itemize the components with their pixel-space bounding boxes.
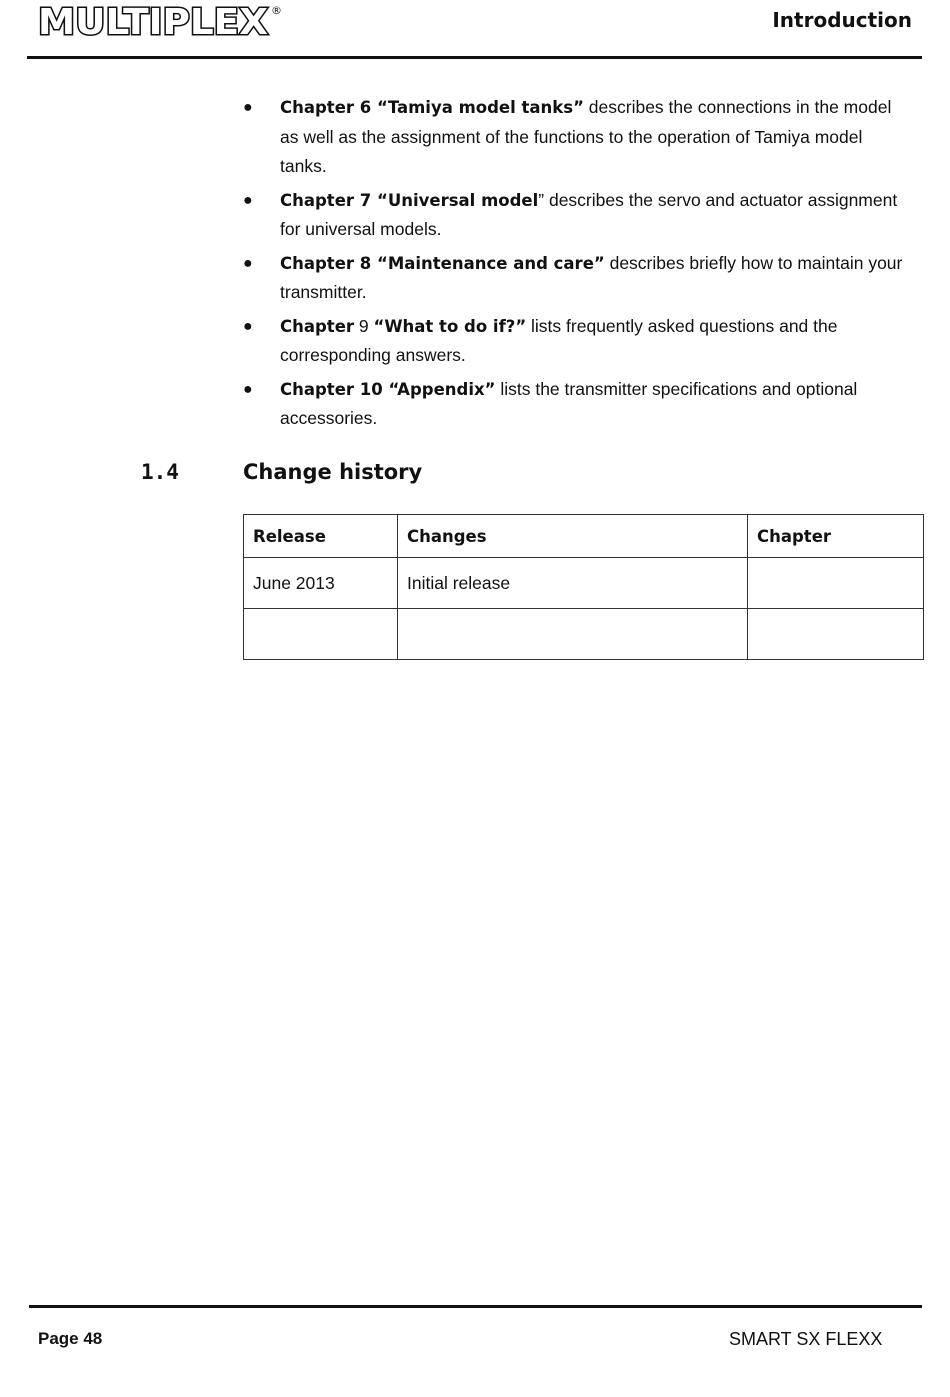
list-item <box>243 186 913 245</box>
chapter-ref: Chapter 8 “Maintenance and care” <box>280 253 605 273</box>
chapter-ref: Chapter 6 “Tamiya model tanks” <box>280 98 584 117</box>
chapter-desc: lists frequently asked questions and the corresponding answers. <box>280 315 838 365</box>
chapter-desc: describes the connections in the model as well as the assignment of the functions to the operation of Tamiya model tanks. <box>280 97 892 176</box>
list-item <box>243 312 913 371</box>
list-item <box>243 249 913 308</box>
change-history-table <box>243 514 924 660</box>
chapter-ref: Chapter 10 “Appendix” <box>280 379 496 399</box>
header-section-title: Introduction <box>772 8 912 32</box>
footer-rule <box>29 1305 922 1308</box>
product-name: SMART SX FLEXX <box>729 1329 883 1349</box>
logo-wordmark: MULTIPLEX <box>38 2 269 43</box>
registered-mark: ® <box>271 4 282 17</box>
section-number: 1.4 <box>141 460 179 484</box>
table-cell <box>398 609 748 660</box>
chapter-desc: lists the transmitter specifications and optional accessories. <box>280 378 858 428</box>
table-cell <box>748 558 924 609</box>
multiplex-logo <box>38 2 282 43</box>
column-header-changes: Changes <box>398 515 748 558</box>
table-header-row <box>244 515 924 558</box>
table-cell <box>244 609 398 660</box>
column-header-chapter: Chapter <box>748 515 924 558</box>
bullet-icon: ● <box>243 254 253 272</box>
column-header-release: Release <box>244 515 398 558</box>
bullet-icon: ● <box>243 317 253 335</box>
bullet-icon: ● <box>243 380 253 398</box>
chapter-list <box>243 93 913 438</box>
bullet-icon: ● <box>243 99 253 116</box>
table-cell: Initial release <box>398 558 748 609</box>
page-number: Page 48 <box>38 1329 103 1348</box>
table-cell: June 2013 <box>244 558 398 609</box>
chapter-number: 9 <box>354 315 374 336</box>
chapter-ref: Chapter 7 “Universal model <box>280 190 539 210</box>
chapter-desc: ” describes the servo and actuator assignment for universal models. <box>280 189 898 239</box>
list-item <box>243 93 913 182</box>
section-title: Change history <box>243 460 423 484</box>
header-rule <box>27 56 922 59</box>
bullet-icon: ● <box>243 191 253 209</box>
table-row <box>244 558 924 609</box>
table-row <box>244 609 924 660</box>
list-item <box>243 375 913 434</box>
chapter-ref: Chapter <box>280 316 355 336</box>
chapter-desc: describes briefly how to maintain your transmitter. <box>280 252 903 302</box>
chapter-title: “What to do if?” <box>373 316 527 336</box>
table-cell <box>748 609 924 660</box>
